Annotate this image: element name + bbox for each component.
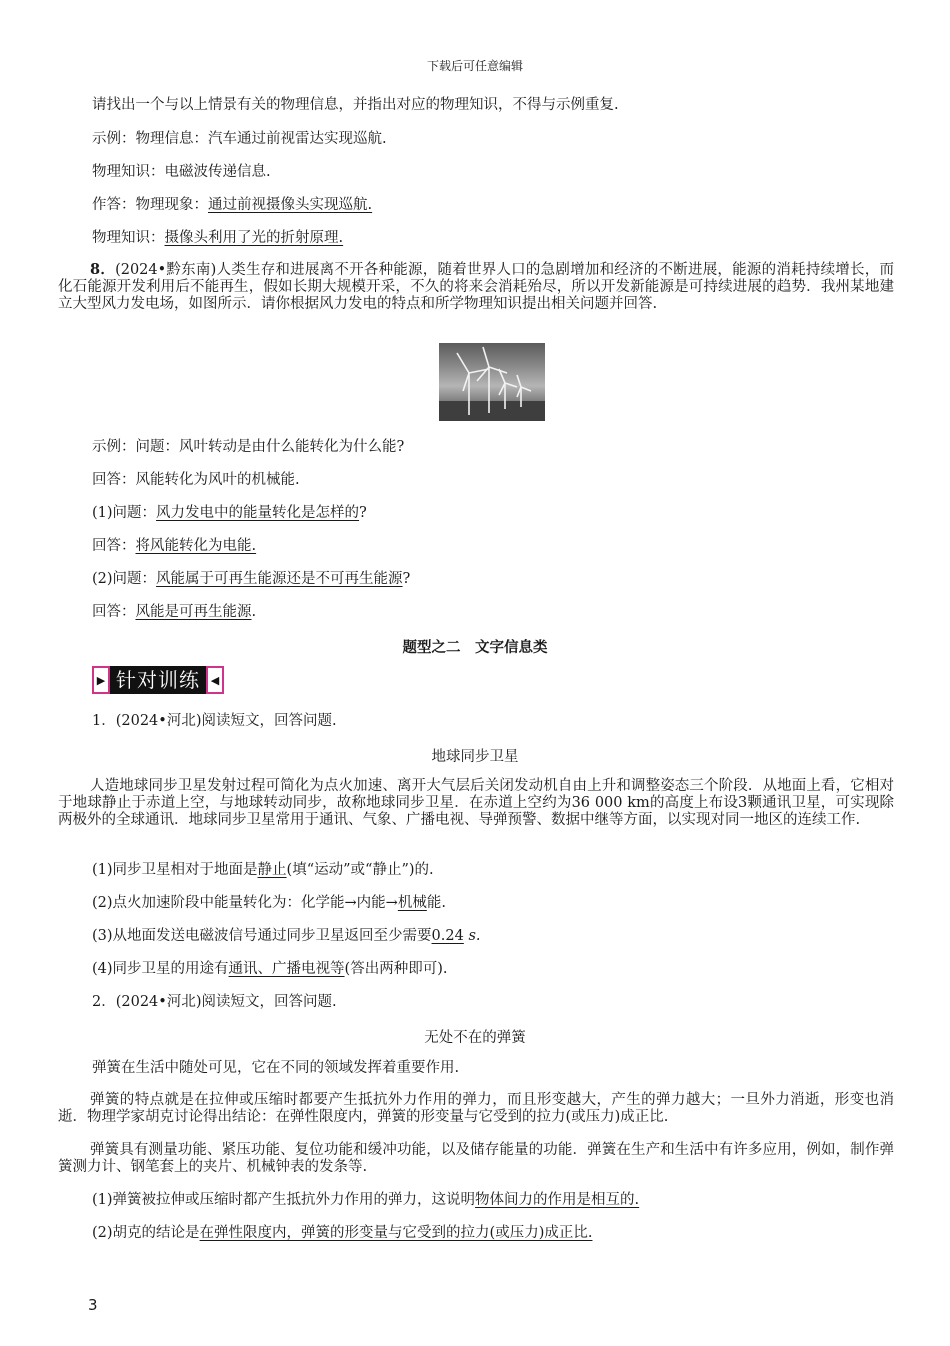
p1-s1-answer: 静止 [257,862,287,878]
intro-prompt: 请找出一个与以上情景有关的物理信息，并指出对应的物理知识，不得与示例重复. [92,97,619,113]
q8-a1-label: 回答： [92,538,136,554]
p1-s2-answer: 机械 [397,895,427,911]
p2-s2 [92,1224,592,1242]
q8-text [58,261,894,313]
p1-s3-tail: s. [463,928,481,944]
p1-s2 [92,894,446,912]
p2-para3: 弹簧具有测量功能、紧压功能、复位功能和缓冲功能，以及储存能量的功能．弹簧在生产和生活中有许多应用，例如，制作弹簧测力计、钢笔套上的夹片、机械钟表的发条等. [58,1142,894,1175]
p2-para1: 弹簧在生活中随处可见，它在不同的领域发挥着重要作用. [92,1060,460,1076]
q8-q1: 风力发电中的能量转化是怎样的 [156,505,360,521]
q8-a1: 将风能转化为电能. [135,538,257,554]
p1-title: 地球同步卫星 [431,749,519,765]
p1-s3-text: (3)从地面发送电磁波信号通过同步卫星返回至少需要 [92,928,432,944]
example-info: 示例：物理信息：汽车通过前视雷达实现巡航. [92,131,387,147]
p1-s4 [92,960,447,978]
q8-a2-label: 回答： [92,604,136,620]
play-left-icon: ◀ [206,666,224,694]
q8-q2: 风能属于可再生能源还是不可再生能源 [156,571,403,587]
p1-body: 人造地球同步卫星发射过程可简化为点火加速、离开大气层后关闭发动机自由上升和调整姿态三个阶段．从地面上看，它相对于地球静止于赤道上空，与地球转动同步，故称地球同步卫星．在赤道上空约为36 000 km的高度上布设3颗通讯卫星，可实现除两极外的全球通讯．地球同步卫星常用于通讯、气象、广播电视、导弹预警、数据中继等方面，以实现对同一地区的连续工作. [58,778,894,828]
q8-a2: 风能是可再生能源 [135,604,252,620]
p2-title: 无处不在的弹簧 [424,1030,526,1046]
p2-head: 2．(2024•河北)阅读短文，回答问题. [92,994,337,1010]
p2-s2-answer: 在弹性限度内，弹簧的形变量与它受到的拉力(或压力)成正比. [199,1225,593,1241]
play-right-icon: ▶ [92,666,110,694]
p2-para2: 弹簧的特点就是在拉伸或压缩时都要产生抵抗外力作用的弹力，而且形变越大，产生的弹力越大；一旦外力消逝，形变也消逝．物理学家胡克讨论得出结论：在弹性限度内，弹簧的形变量与它受到的拉力(或压力)成正比. [58,1092,894,1125]
p1-s2-tail: 能. [426,895,446,911]
p1-s2-text: (2)点火加速阶段中能量转化为：化学能→内能→ [92,895,398,911]
q8-number: 8． [90,261,116,278]
q8-q2-label: (2)问题： [92,571,157,587]
q8-a1-line [92,537,256,555]
answer-knowledge-line [92,229,343,247]
p1-s1-tail: (填“运动”或“静止”)的. [286,862,434,878]
wind-turbine-photo [439,343,545,421]
banner-title: 针对训练 [110,666,206,694]
p2-s1 [92,1191,639,1209]
p2-s1-answer: 物体间力的作用是相互的. [475,1192,640,1208]
q8-example-question: 示例：问题：风叶转动是由什么能转化为什么能? [92,439,405,455]
p1-head: 1．(2024•河北)阅读短文，回答问题. [92,713,337,729]
q8-example-answer: 回答：风能转化为风叶的机械能. [92,472,300,488]
q8-q1-label: (1)问题： [92,505,157,521]
p1-s4-answer: 通讯、广播电视等 [228,961,345,977]
answer-phenomenon: 通过前视摄像头实现巡航. [208,197,373,213]
q8-a2-end: . [251,604,257,620]
p1-s1-text: (1)同步卫星相对于地面是 [92,862,258,878]
p2-s2-text: (2)胡克的结论是 [92,1225,200,1241]
q8-q1-line [92,504,367,522]
q8-q1-end: ? [359,505,367,521]
answer-phenomenon-label: 作答：物理现象： [92,197,208,213]
answer-phenomenon-line [92,196,372,214]
page-header: 下载后可任意编辑 [426,59,523,73]
page-number: 3 [88,1296,98,1314]
p2-s1-text: (1)弹簧被拉伸或压缩时都产生抵抗外力作用的弹力，这说明 [92,1192,476,1208]
p1-s1 [92,861,434,879]
q8-a2-line [92,603,256,621]
section-title: 题型之二 文字信息类 [402,639,548,656]
p1-s4-tail: (答出两种即可). [344,961,448,977]
q8-q2-line [92,570,410,588]
q8-body: (2024•黔东南)人类生存和进展离不开各种能源，随着世界人口的急剧增加和经济的不断进展，能源的消耗持续增长，而化石能源开发利用后不能再生，假如长期大规模开采，不久的将来会消耗殆尽，所以开发新能源是可持续进展的趋势．我州某地建立大型风力发电场，如图所示．请你根据风力发电的特点和所学物理知识提出相关问题并回答. [58,262,894,312]
p1-s3-answer: 0.24 [431,928,464,944]
p1-s4-text: (4)同步卫星的用途有 [92,961,229,977]
p1-s3 [92,927,481,945]
example-knowledge: 物理知识：电磁波传递信息. [92,164,271,180]
answer-knowledge-label: 物理知识： [92,230,165,246]
practice-banner [92,666,224,694]
answer-knowledge: 摄像头利用了光的折射原理. [164,230,344,246]
q8-q2-end: ? [402,571,411,587]
